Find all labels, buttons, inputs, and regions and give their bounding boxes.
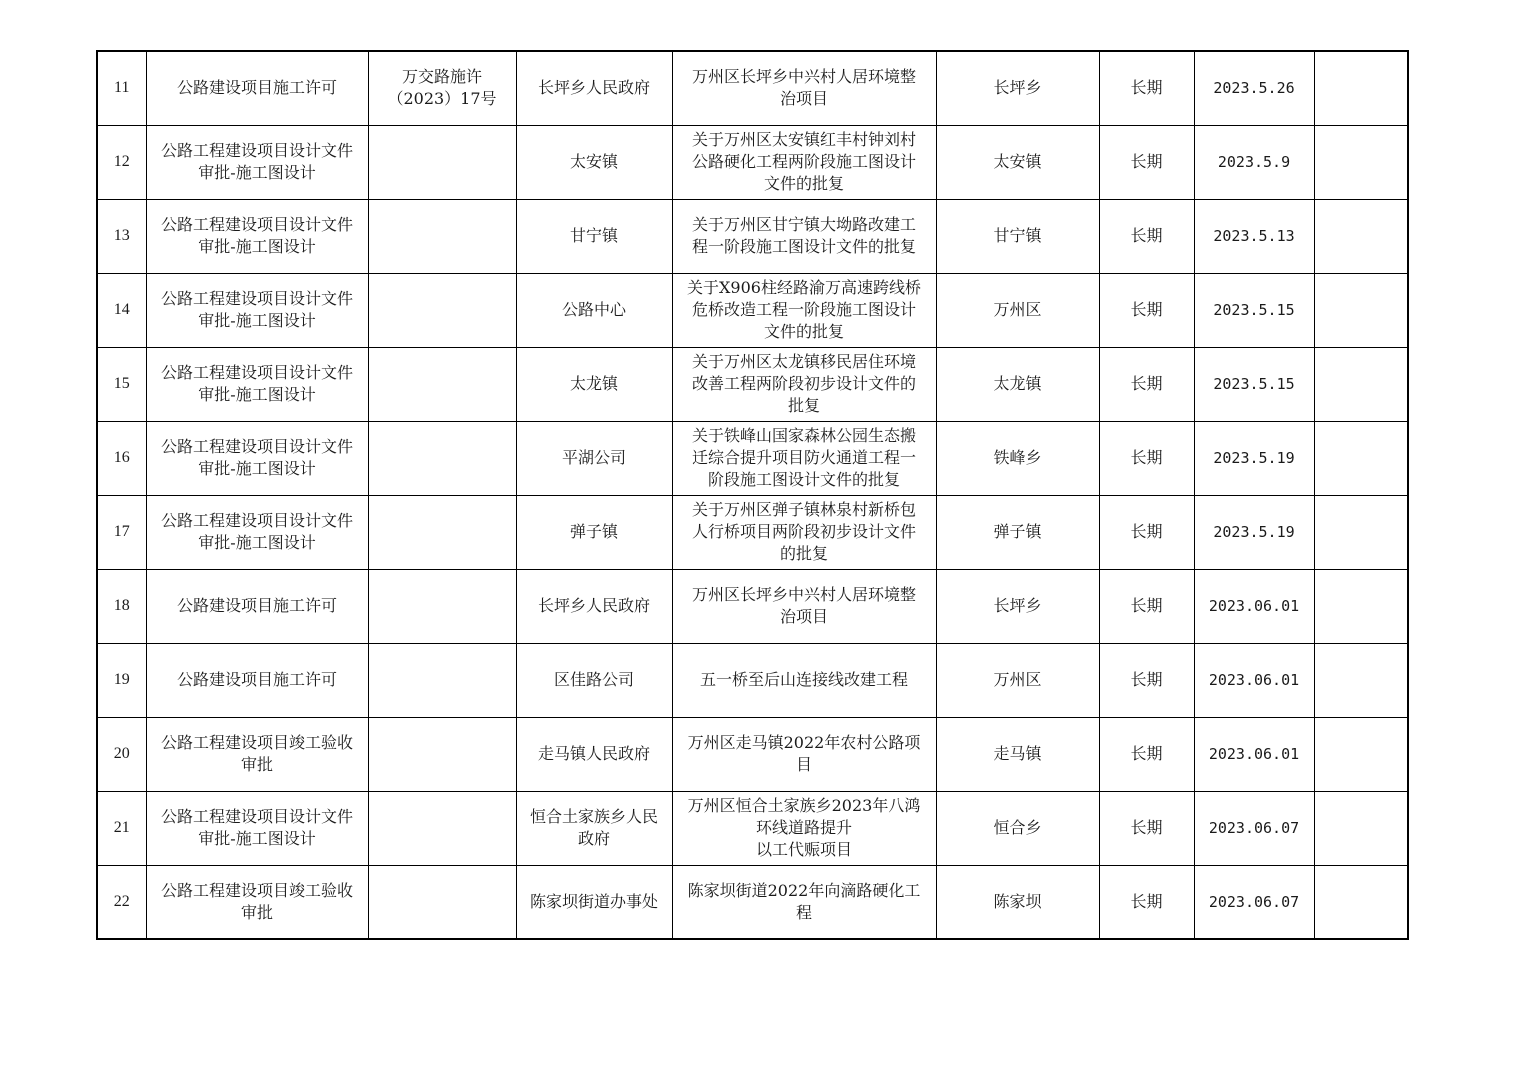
table-row — [97, 865, 1408, 939]
cell-project-name: 关于X906柱经路渝万高速跨线桥 危桥改造工程一阶段施工图设计 文件的批复 — [672, 273, 936, 347]
cell-validity: 长期 — [1099, 643, 1194, 717]
cell-project-name: 关于万州区弹子镇林泉村新桥包 人行桥项目两阶段初步设计文件 的批复 — [672, 495, 936, 569]
table-row — [97, 717, 1408, 791]
cell-date: 2023.06.07 — [1194, 791, 1314, 865]
table-row — [97, 495, 1408, 569]
cell-project-name: 关于万州区太龙镇移民居住环境 改善工程两阶段初步设计文件的 批复 — [672, 347, 936, 421]
cell-project-name: 万州区长坪乡中兴村人居环境整 治项目 — [672, 51, 936, 125]
cell-serial-number: 17 — [97, 495, 146, 569]
cell-document-number — [368, 865, 516, 939]
cell-applicant: 甘宁镇 — [516, 199, 672, 273]
table-row — [97, 199, 1408, 273]
cell-applicant: 陈家坝街道办事处 — [516, 865, 672, 939]
cell-remark — [1314, 199, 1408, 273]
cell-validity: 长期 — [1099, 51, 1194, 125]
cell-validity: 长期 — [1099, 717, 1194, 791]
cell-project-name: 五一桥至后山连接线改建工程 — [672, 643, 936, 717]
cell-document-number — [368, 421, 516, 495]
cell-location: 万州区 — [936, 273, 1099, 347]
cell-location: 万州区 — [936, 643, 1099, 717]
table-row — [97, 347, 1408, 421]
cell-project-name: 万州区长坪乡中兴村人居环境整 治项目 — [672, 569, 936, 643]
cell-remark — [1314, 791, 1408, 865]
cell-remark — [1314, 643, 1408, 717]
cell-document-number — [368, 495, 516, 569]
cell-project-name: 关于万州区甘宁镇大坳路改建工 程一阶段施工图设计文件的批复 — [672, 199, 936, 273]
cell-document-number — [368, 125, 516, 199]
cell-location: 长坪乡 — [936, 51, 1099, 125]
table-row — [97, 421, 1408, 495]
cell-date: 2023.5.15 — [1194, 347, 1314, 421]
cell-location: 走马镇 — [936, 717, 1099, 791]
table-row — [97, 125, 1408, 199]
cell-permit-type: 公路工程建设项目设计文件 审批-施工图设计 — [146, 199, 368, 273]
cell-permit-type: 公路建设项目施工许可 — [146, 643, 368, 717]
cell-location: 弹子镇 — [936, 495, 1099, 569]
cell-applicant: 走马镇人民政府 — [516, 717, 672, 791]
cell-validity: 长期 — [1099, 865, 1194, 939]
cell-date: 2023.06.01 — [1194, 717, 1314, 791]
cell-serial-number: 18 — [97, 569, 146, 643]
cell-serial-number: 16 — [97, 421, 146, 495]
cell-location: 恒合乡 — [936, 791, 1099, 865]
permit-table — [96, 50, 1409, 940]
permit-table-body — [97, 51, 1408, 939]
cell-serial-number: 12 — [97, 125, 146, 199]
cell-applicant: 恒合土家族乡人民 政府 — [516, 791, 672, 865]
cell-applicant: 太安镇 — [516, 125, 672, 199]
cell-location: 甘宁镇 — [936, 199, 1099, 273]
cell-remark — [1314, 865, 1408, 939]
cell-date: 2023.5.26 — [1194, 51, 1314, 125]
cell-remark — [1314, 421, 1408, 495]
cell-document-number — [368, 199, 516, 273]
table-row — [97, 569, 1408, 643]
cell-date: 2023.5.19 — [1194, 495, 1314, 569]
cell-permit-type: 公路建设项目施工许可 — [146, 51, 368, 125]
cell-remark — [1314, 347, 1408, 421]
cell-project-name: 陈家坝街道2022年向滴路硬化工 程 — [672, 865, 936, 939]
cell-validity: 长期 — [1099, 199, 1194, 273]
cell-validity: 长期 — [1099, 495, 1194, 569]
cell-date: 2023.5.19 — [1194, 421, 1314, 495]
cell-location: 铁峰乡 — [936, 421, 1099, 495]
table-row — [97, 51, 1408, 125]
cell-permit-type: 公路工程建设项目设计文件 审批-施工图设计 — [146, 421, 368, 495]
cell-validity: 长期 — [1099, 791, 1194, 865]
cell-permit-type: 公路工程建设项目设计文件 审批-施工图设计 — [146, 791, 368, 865]
cell-permit-type: 公路工程建设项目竣工验收 审批 — [146, 865, 368, 939]
cell-serial-number: 19 — [97, 643, 146, 717]
cell-validity: 长期 — [1099, 273, 1194, 347]
cell-location: 长坪乡 — [936, 569, 1099, 643]
cell-document-number: 万交路施许 （2023）17号 — [368, 51, 516, 125]
cell-location: 陈家坝 — [936, 865, 1099, 939]
cell-project-name: 万州区恒合土家族乡2023年八鸿 环线道路提升 以工代赈项目 — [672, 791, 936, 865]
cell-remark — [1314, 569, 1408, 643]
cell-project-name: 关于万州区太安镇红丰村钟刘村 公路硬化工程两阶段施工图设计 文件的批复 — [672, 125, 936, 199]
cell-validity: 长期 — [1099, 421, 1194, 495]
cell-document-number — [368, 569, 516, 643]
table-row — [97, 273, 1408, 347]
cell-project-name: 万州区走马镇2022年农村公路项 目 — [672, 717, 936, 791]
cell-remark — [1314, 125, 1408, 199]
cell-applicant: 太龙镇 — [516, 347, 672, 421]
cell-remark — [1314, 495, 1408, 569]
cell-date: 2023.06.01 — [1194, 643, 1314, 717]
cell-applicant: 平湖公司 — [516, 421, 672, 495]
cell-serial-number: 11 — [97, 51, 146, 125]
cell-document-number — [368, 273, 516, 347]
table-row — [97, 791, 1408, 865]
cell-serial-number: 14 — [97, 273, 146, 347]
cell-permit-type: 公路工程建设项目设计文件 审批-施工图设计 — [146, 347, 368, 421]
cell-applicant: 长坪乡人民政府 — [516, 569, 672, 643]
cell-validity: 长期 — [1099, 569, 1194, 643]
cell-serial-number: 21 — [97, 791, 146, 865]
cell-permit-type: 公路工程建设项目设计文件 审批-施工图设计 — [146, 495, 368, 569]
table-row — [97, 643, 1408, 717]
cell-applicant: 公路中心 — [516, 273, 672, 347]
cell-applicant: 弹子镇 — [516, 495, 672, 569]
cell-document-number — [368, 643, 516, 717]
cell-remark — [1314, 273, 1408, 347]
cell-document-number — [368, 791, 516, 865]
cell-permit-type: 公路工程建设项目设计文件 审批-施工图设计 — [146, 125, 368, 199]
cell-date: 2023.5.15 — [1194, 273, 1314, 347]
cell-permit-type: 公路工程建设项目设计文件 审批-施工图设计 — [146, 273, 368, 347]
cell-document-number — [368, 347, 516, 421]
cell-date: 2023.5.9 — [1194, 125, 1314, 199]
cell-permit-type: 公路建设项目施工许可 — [146, 569, 368, 643]
cell-date: 2023.5.13 — [1194, 199, 1314, 273]
cell-serial-number: 13 — [97, 199, 146, 273]
cell-applicant: 长坪乡人民政府 — [516, 51, 672, 125]
cell-remark — [1314, 717, 1408, 791]
cell-serial-number: 22 — [97, 865, 146, 939]
cell-applicant: 区佳路公司 — [516, 643, 672, 717]
cell-location: 太安镇 — [936, 125, 1099, 199]
cell-serial-number: 15 — [97, 347, 146, 421]
cell-project-name: 关于铁峰山国家森林公园生态搬 迁综合提升项目防火通道工程一 阶段施工图设计文件的批复 — [672, 421, 936, 495]
cell-validity: 长期 — [1099, 125, 1194, 199]
cell-location: 太龙镇 — [936, 347, 1099, 421]
cell-document-number — [368, 717, 516, 791]
cell-validity: 长期 — [1099, 347, 1194, 421]
cell-date: 2023.06.07 — [1194, 865, 1314, 939]
cell-serial-number: 20 — [97, 717, 146, 791]
cell-permit-type: 公路工程建设项目竣工验收 审批 — [146, 717, 368, 791]
cell-date: 2023.06.01 — [1194, 569, 1314, 643]
cell-remark — [1314, 51, 1408, 125]
